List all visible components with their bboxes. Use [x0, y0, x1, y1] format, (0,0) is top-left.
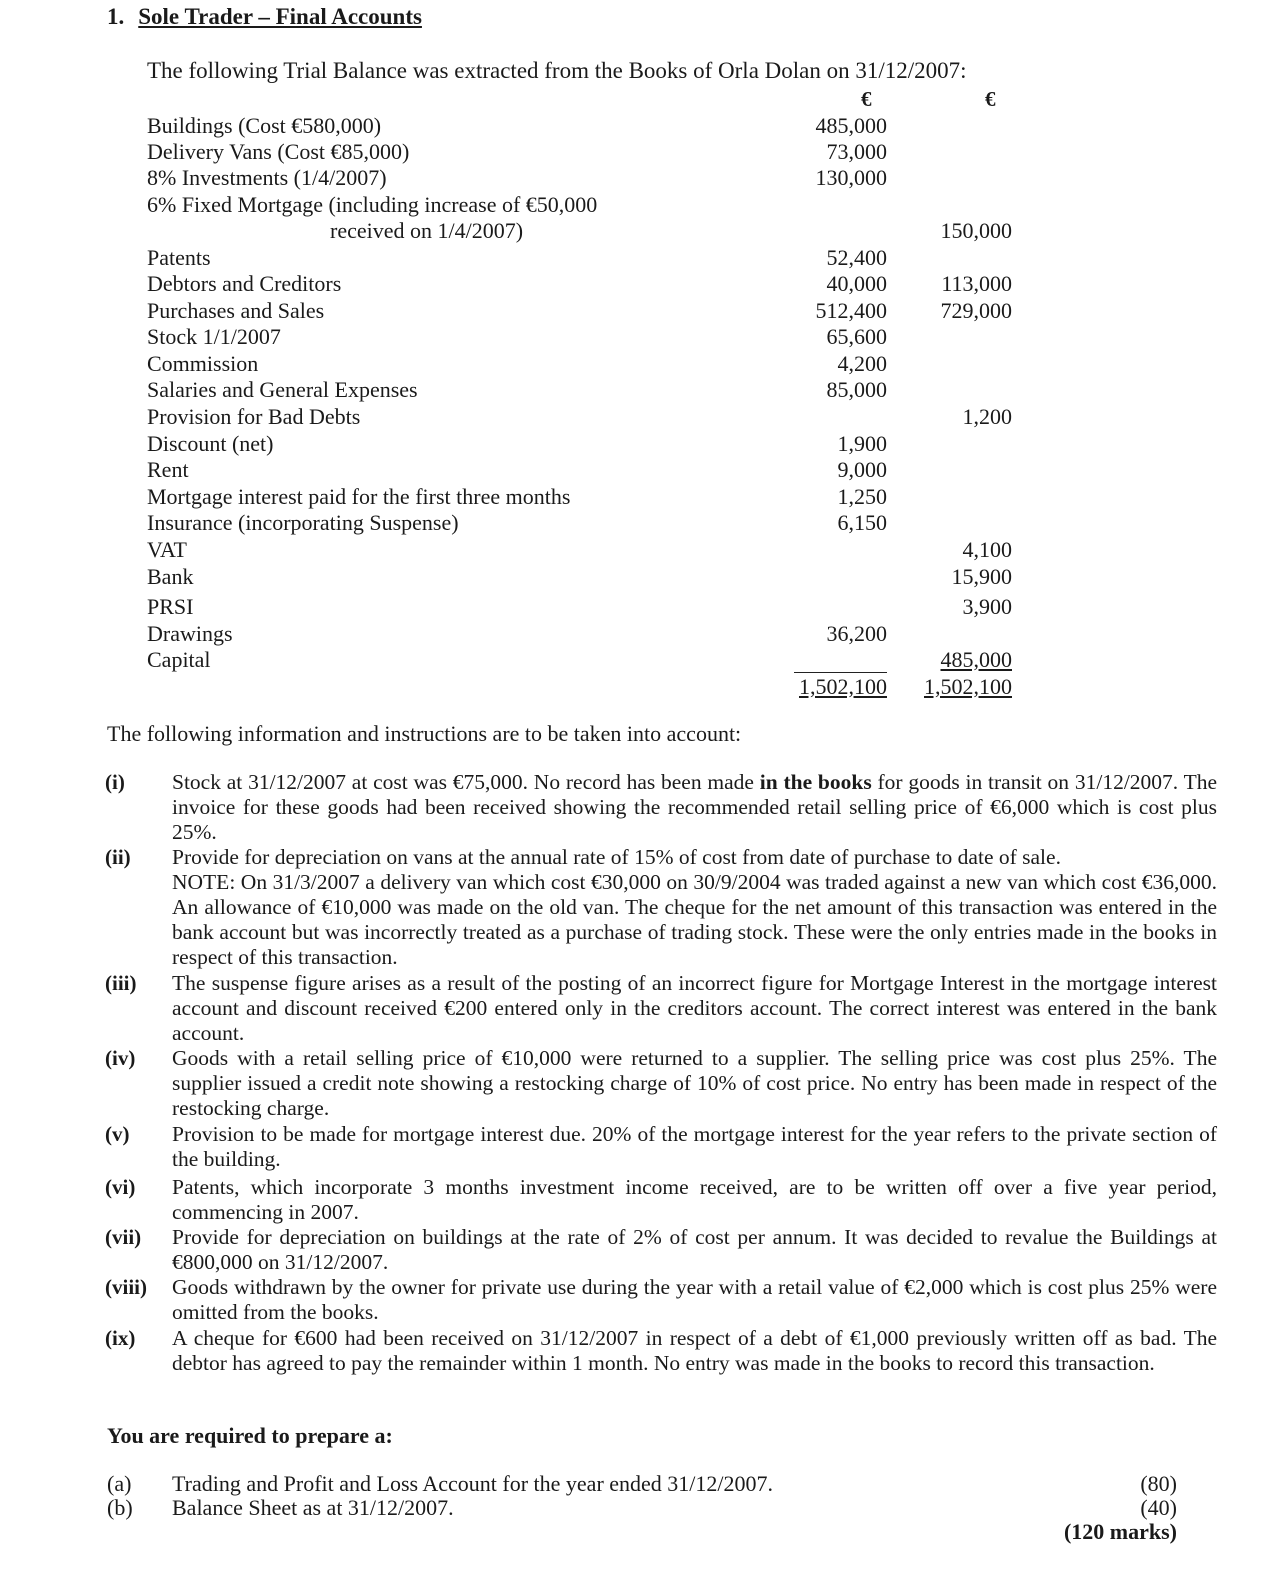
tb-debit: 40,000	[826, 271, 887, 296]
tb-row	[0, 351, 1267, 377]
requirements-heading: You are required to prepare a:	[107, 1423, 393, 1448]
note-text: Goods withdrawn by the owner for private use during the year with a retail value of €2,000 which is cost plus 25% were omitted from the books.	[172, 1275, 1217, 1324]
tb-debit: 36,200	[826, 621, 887, 646]
tb-label: 6% Fixed Mortgage (including increase of €50,000	[147, 192, 598, 217]
tb-label: PRSI	[147, 594, 194, 619]
requirement-label: (b)	[107, 1495, 133, 1520]
credit-currency-header: €	[985, 87, 996, 111]
tb-row	[0, 218, 1267, 244]
requirement-text: Balance Sheet as at 31/12/2007.	[172, 1495, 454, 1520]
tb-label: Provision for Bad Debts	[147, 404, 361, 429]
requirement-marks: (40)	[1140, 1495, 1177, 1520]
tb-label: Commission	[147, 351, 259, 376]
tb-credit: 3,900	[962, 594, 1012, 619]
note-number: (iv)	[105, 1046, 136, 1070]
tb-row	[0, 647, 1267, 673]
question-title: Sole Trader – Final Accounts	[138, 4, 422, 29]
note-number: (vii)	[105, 1225, 142, 1249]
note-number: (iii)	[105, 971, 137, 995]
tb-label: Stock 1/1/2007	[147, 324, 281, 349]
debit-currency-header: €	[861, 87, 872, 111]
tb-credit: 729,000	[940, 298, 1012, 323]
tb-credit: 113,000	[941, 271, 1012, 296]
tb-label: VAT	[147, 537, 187, 562]
question-heading	[107, 4, 422, 30]
tb-debit: 1,900	[837, 431, 887, 456]
tb-row	[0, 377, 1267, 403]
tb-debit: 73,000	[826, 139, 887, 164]
note-text: The suspense figure arises as a result of the posting of an incorrect figure for Mortgage Interest in the mortgage interest account and discount received €200 entered only in the creditors account. The correct interest was entered in the bank account.	[172, 971, 1217, 1045]
tb-row	[0, 113, 1267, 139]
tb-label: Rent	[147, 457, 189, 482]
note-text: Provision to be made for mortgage interest due. 20% of the mortgage interest for the year refers to the private section of the building.	[172, 1122, 1217, 1171]
requirement-text: Trading and Profit and Loss Account for the year ended 31/12/2007.	[172, 1471, 774, 1496]
tb-row	[0, 245, 1267, 271]
tb-debit: 130,000	[815, 165, 887, 190]
requirement-marks: (80)	[1140, 1471, 1177, 1496]
tb-row	[0, 621, 1267, 647]
tb-row	[0, 404, 1267, 430]
tb-row	[0, 271, 1267, 297]
note-number: (i)	[105, 770, 125, 794]
total-marks: (120 marks)	[1063, 1519, 1177, 1544]
note-text: Stock at 31/12/2007 at cost was €75,000. No record has been made in the books for goods in transit on 31/12/2007. The invoice for these goods had been received showing the recommended retail selling price of €6,000 which is cost plus 25%.	[172, 770, 1217, 844]
tb-credit: 15,900	[951, 564, 1012, 589]
note-number: (vi)	[105, 1175, 136, 1199]
note-number: (viii)	[105, 1275, 147, 1299]
tb-label: Purchases and Sales	[147, 298, 325, 323]
tb-credit: 1,200	[962, 404, 1012, 429]
tb-label: Insurance (incorporating Suspense)	[147, 510, 459, 535]
tb-debit: 4,200	[837, 351, 887, 376]
tb-total-row	[0, 674, 1267, 700]
question-number: 1.	[107, 4, 125, 29]
tb-label: Delivery Vans (Cost €85,000)	[147, 139, 410, 164]
tb-row	[0, 457, 1267, 483]
tb-credit: 485,000	[940, 647, 1012, 672]
tb-debit: 85,000	[826, 377, 887, 402]
tb-debit: 52,400	[826, 245, 887, 270]
tb-debit: 65,600	[826, 324, 887, 349]
tb-row	[0, 537, 1267, 563]
requirement-label: (a)	[107, 1471, 132, 1496]
debit-total: 1,502,100	[799, 674, 887, 699]
tb-row	[0, 431, 1267, 457]
note-text: Provide for depreciation on buildings at the rate of 2% of cost per annum. It was decided to revalue the Buildings at €800,000 on 31/12/2007.	[172, 1225, 1217, 1274]
tb-row	[0, 192, 1267, 218]
tb-debit: 1,250	[837, 484, 887, 509]
information-heading: The following information and instructions are to be taken into account:	[107, 721, 742, 746]
tb-row	[0, 298, 1267, 324]
tb-row	[0, 139, 1267, 165]
tb-label: Salaries and General Expenses	[147, 377, 418, 402]
tb-label: Bank	[147, 564, 194, 589]
tb-row	[0, 564, 1267, 590]
tb-label: Debtors and Creditors	[147, 271, 342, 296]
tb-row	[0, 510, 1267, 536]
credit-total: 1,502,100	[924, 674, 1012, 699]
tb-row	[0, 324, 1267, 350]
tb-credit: 4,100	[962, 537, 1012, 562]
note-number: (ix)	[105, 1326, 136, 1350]
note-text: Patents, which incorporate 3 months investment income received, are to be written off over a five year period, commencing in 2007.	[172, 1175, 1217, 1224]
note-text: A cheque for €600 had been received on 31/12/2007 in respect of a debt of €1,000 previously written off as bad. The debtor has agreed to pay the remainder within 1 month. No entry was made in the books to record this transaction.	[172, 1326, 1217, 1375]
tb-label: 8% Investments (1/4/2007)	[147, 165, 387, 190]
tb-credit: 150,000	[940, 218, 1012, 243]
note-number: (ii)	[105, 845, 131, 869]
tb-debit: 485,000	[815, 113, 887, 138]
tb-label: Capital	[147, 647, 211, 672]
tb-label: Buildings (Cost €580,000)	[147, 113, 382, 138]
note-text: Goods with a retail selling price of €10,000 were returned to a supplier. The selling price was cost plus 25%. The supplier issued a credit note showing a restocking charge of 10% of cost price. No entry has been made in respect of the restocking charge.	[172, 1046, 1217, 1120]
tb-label: Drawings	[147, 621, 233, 646]
tb-debit: 9,000	[837, 457, 887, 482]
debit-total-rule	[794, 672, 887, 673]
tb-debit: 6,150	[837, 510, 887, 535]
tb-debit: 512,400	[815, 298, 887, 323]
tb-label: Discount (net)	[147, 431, 274, 456]
trial-balance-intro: The following Trial Balance was extracted from the Books of Orla Dolan on 31/12/2007:	[147, 58, 967, 83]
tb-label: Mortgage interest paid for the first three months	[147, 484, 571, 509]
tb-label: Patents	[147, 245, 211, 270]
tb-label: received on 1/4/2007)	[330, 218, 524, 243]
tb-row	[0, 594, 1267, 620]
tb-row	[0, 484, 1267, 510]
note-number: (v)	[105, 1122, 130, 1146]
note-text: Provide for depreciation on vans at the annual rate of 15% of cost from date of purchase to date of sale. NOTE: On 31/3/2007 a delivery van which cost €30,000 on 30/9/2004 was traded against a new van which cost €36,000. An allowance of €10,000 was made on the old van. The cheque for the net amount of this transaction was entered in the bank account but was incorrectly treated as a purchase of trading stock. These were the only entries made in the books in respect of this transaction.	[172, 845, 1217, 969]
tb-row	[0, 165, 1267, 191]
